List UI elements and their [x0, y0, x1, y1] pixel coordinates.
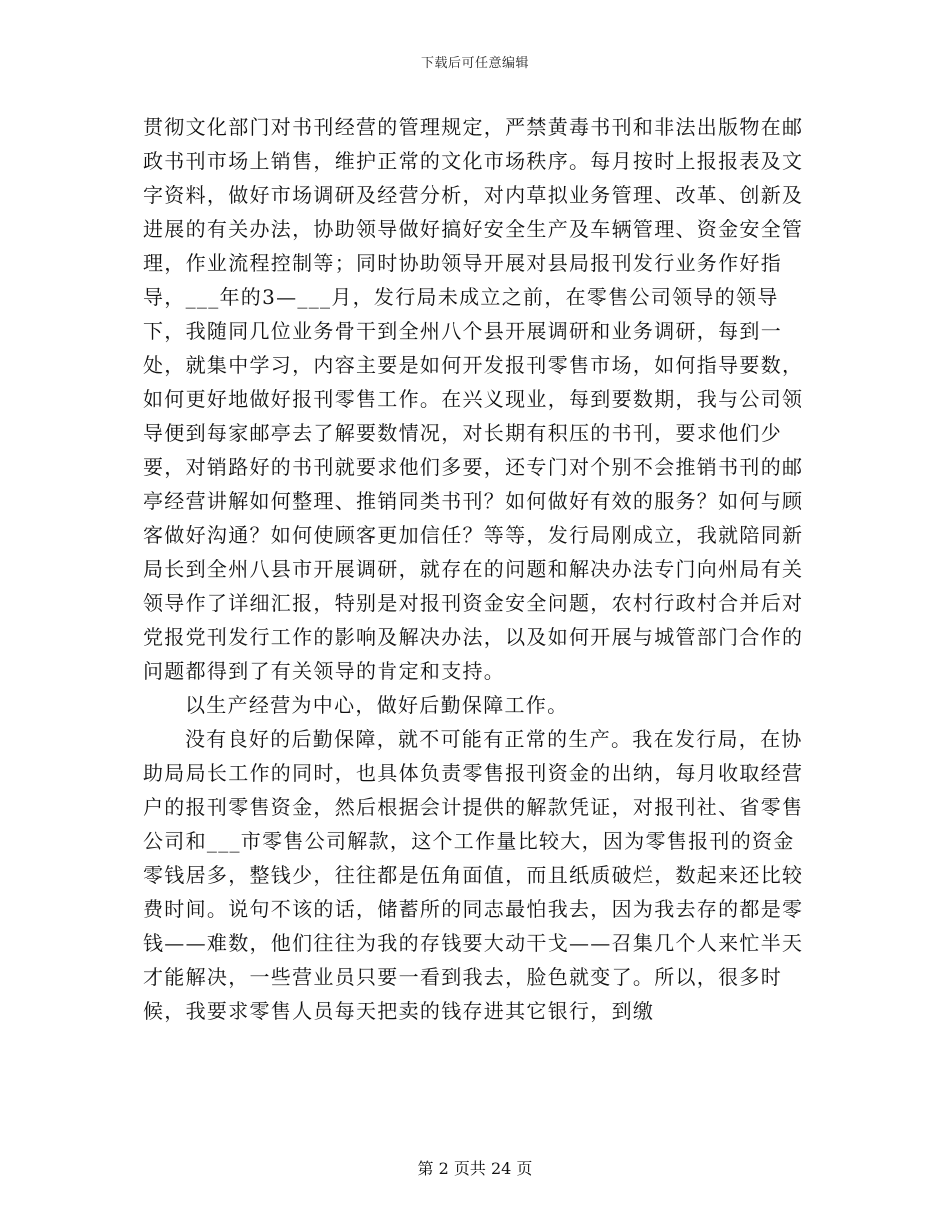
page-footer: 第 2 页共 24 页 — [417, 1159, 533, 1178]
body-paragraph-2: 以生产经营为中心，做好后勤保障工作。 — [185, 693, 569, 717]
page-header: 下载后可任意编辑 — [420, 56, 529, 71]
body-paragraph-3: 没有良好的后勤保障，就不可能有正常的生产。我在发行局，在协助局局长工作的同时，也具体负责零售报刊资金的出纳，每月收取经营户的报刊零售资金，然后根据会计提供的解款凭证，对报刊社、省零售公司和___市零售公司解款，这个工作量比较大，因为零售报刊的资金零钱居多，整钱少，往往都是伍角面值，而且纸质破烂，数起来还比较费时间。说句不该的话，储蓄所的同志最怕我去，因为我去存的都是零钱——难数，他们往往为我的存钱要大动干戈——召集几个人来忙半天才能解决，一些营业员只要一看到我去，脸色就变了。所以，很多时候，我要求零售人员每天把卖的钱存进其它银行，到缴 — [143, 727, 804, 1023]
body-paragraph-1: 贯彻文化部门对书刊经营的管理规定，严禁黄毒书刊和非法出版物在邮政书刊市场上销售，维护正常的文化市场秩序。每月按时上报报表及文字资料，做好市场调研及经营分析，对内草拟业务管理、改革、创新及进展的有关办法，协助领导做好搞好安全生产及车辆管理、资金安全管理，作业流程控制等；同时协助领导开展对县局报刊发行业务作好指导，___年的3—___月，发行局未成立之前，在零售公司领导的领导下，我随同几位业务骨干到全州八个县开展调研和业务调研，每到一处，就集中学习，内容主要是如何开发报刊零售市场，如何指导要数，如何更好地做好报刊零售工作。在兴义现业，每到要数期，我与公司领导便到每家邮亭去了解要数情况，对长期有积压的书刊，要求他们少要，对销路好的书刊就要求他们多要，还专门对个别不会推销书刊的邮亭经营讲解如何整理、推销同类书刊？如何做好有效的服务？如何与顾客做好沟通？如何使顾客更加信任？等等，发行局刚成立，我就陪同新局长到全州八县市开展调研，就存在的问题和解决办法专门向州局有关领导作了详细汇报，特别是对报刊资金安全问题，农村行政村合并后对党报党刊发行工作的影响及解决办法，以及如何开展与城管部门合作的问题都得到了有关领导的肯定和支持。 — [143, 115, 804, 683]
document-body — [143, 110, 813, 1028]
